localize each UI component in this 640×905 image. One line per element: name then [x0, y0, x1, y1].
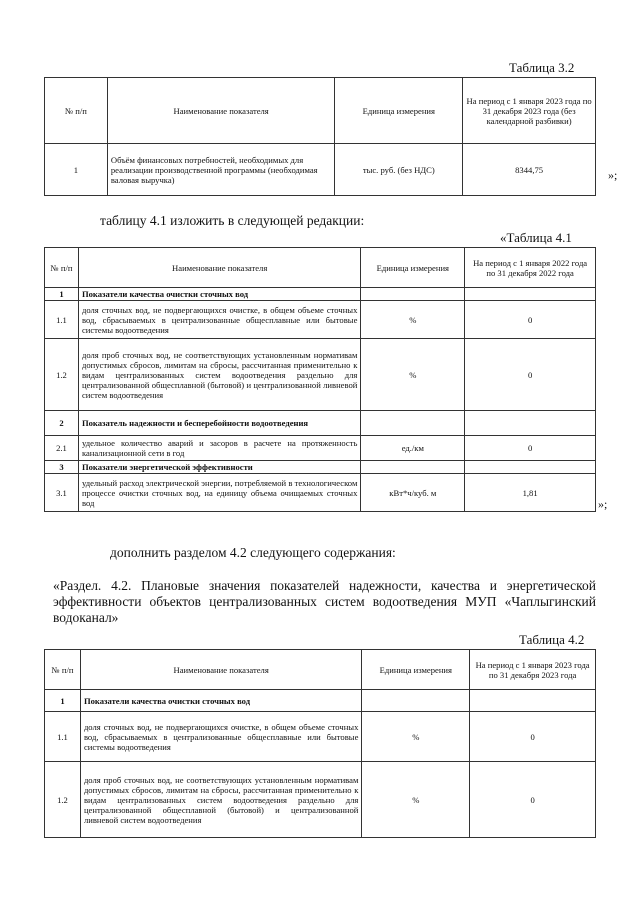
cell-unit: кВт*ч/куб. м: [361, 474, 465, 512]
header-num: № п/п: [45, 248, 79, 288]
section-4-2-heading: «Раздел. 4.2. Плановые значения показателей надежности, качества и энергетической эффективности объектов централизованных систем водоотведения МУП «Чаплыгинский водоканал»: [53, 578, 596, 625]
cell-value: [470, 690, 596, 712]
header-period: На период с 1 января 2023 года по 31 декабря 2023 года: [470, 650, 596, 690]
cell-name: доля сточных вод, не подвергающихся очистке, в общем объеме сточных вод, сбрасываемых в централизованные общесплавные или бытовые системы водоотведения: [78, 301, 360, 339]
cell-value: 0: [465, 436, 596, 461]
cell-num: 1: [45, 144, 108, 196]
cell-num: 1: [45, 690, 81, 712]
cell-value: [465, 288, 596, 301]
header-unit: Единица измерения: [362, 650, 470, 690]
cell-value: 8344,75: [463, 144, 596, 196]
cell-unit: [361, 411, 465, 436]
cell-unit: %: [362, 712, 470, 762]
table-header-row: [45, 650, 596, 690]
header-period: На период с 1 января 2023 года по 31 декабря 2023 года (без календарной разбивки): [463, 78, 596, 144]
cell-num: 3.1: [45, 474, 79, 512]
header-period: На период с 1 января 2022 года по 31 декабря 2022 года: [465, 248, 596, 288]
table-3-2-closing: »;: [608, 168, 618, 182]
table-4-1-closing: »;: [598, 497, 608, 511]
table-3-2: [44, 77, 596, 196]
cell-value: 1,81: [465, 474, 596, 512]
cell-name: удельное количество аварий и засоров в расчете на протяженность канализационной сети в год: [78, 436, 360, 461]
header-name: Наименование показателя: [80, 650, 361, 690]
cell-num: 2.1: [45, 436, 79, 461]
cell-value: 0: [470, 762, 596, 838]
paragraph-2: дополнить разделом 4.2 следующего содержания:: [110, 545, 396, 560]
header-name: Наименование показателя: [78, 248, 360, 288]
cell-name: Показатели энергетической эффективности: [78, 461, 360, 474]
table-row: [45, 461, 596, 474]
cell-name: удельный расход электрической энергии, потребляемой в технологическом процессе очистки сточных вод, на единицу объема очищаемых сточных вод: [78, 474, 360, 512]
cell-name: Показатели качества очистки сточных вод: [78, 288, 360, 301]
header-num: № п/п: [45, 650, 81, 690]
table-header-row: [45, 78, 596, 144]
cell-num: 1.2: [45, 339, 79, 411]
cell-num: 1.2: [45, 762, 81, 838]
cell-value: [465, 411, 596, 436]
cell-num: 1.1: [45, 301, 79, 339]
header-unit: Единица измерения: [361, 248, 465, 288]
cell-unit: [361, 461, 465, 474]
cell-value: 0: [465, 339, 596, 411]
cell-num: 1.1: [45, 712, 81, 762]
table-row: [45, 712, 596, 762]
cell-unit: [361, 288, 465, 301]
table-row: [45, 690, 596, 712]
cell-value: 0: [470, 712, 596, 762]
table-4-2: [44, 649, 596, 838]
table-4-1-caption: «Таблица 4.1: [500, 230, 572, 245]
cell-name: Показатели качества очистки сточных вод: [80, 690, 361, 712]
cell-name: доля проб сточных вод, не соответствующих установленным нормативам допустимых сбросов, лимитам на сбросы, рассчитанная применительно к видам централизованных систем водоотведения раздельно для централизованной общесплавной (бытовой) и централизованной ливневой систем водоотведения: [78, 339, 360, 411]
cell-name: доля сточных вод, не подвергающихся очистке, в общем объеме сточных вод, сбрасываемых в централизованные общесплавные или бытовые системы водоотведения: [80, 712, 361, 762]
paragraph-1: таблицу 4.1 изложить в следующей редакции:: [100, 213, 365, 228]
cell-value: 0: [465, 301, 596, 339]
cell-num: 1: [45, 288, 79, 301]
cell-unit: тыс. руб. (без НДС): [335, 144, 463, 196]
cell-unit: ед./км: [361, 436, 465, 461]
cell-unit: %: [362, 762, 470, 838]
table-header-row: [45, 248, 596, 288]
cell-name: Объём финансовых потребностей, необходимых для реализации производственной программы (необходимая валовая выручка): [107, 144, 335, 196]
table-3-2-caption: Таблица 3.2: [509, 60, 575, 75]
table-row: [45, 762, 596, 838]
table-row: [45, 144, 596, 196]
cell-unit: %: [361, 339, 465, 411]
header-unit: Единица измерения: [335, 78, 463, 144]
table-row: [45, 301, 596, 339]
table-row: [45, 411, 596, 436]
table-row: [45, 436, 596, 461]
cell-num: 2: [45, 411, 79, 436]
table-row: [45, 339, 596, 411]
cell-name: Показатель надежности и бесперебойности водоотведения: [78, 411, 360, 436]
cell-unit: [362, 690, 470, 712]
table-row: [45, 474, 596, 512]
cell-name: доля проб сточных вод, не соответствующих установленным нормативам допустимых сбросов, лимитам на сбросы, рассчитанная применительно к видам централизованных систем водоотведения раздельно для централизованной общесплавной (бытовой) и централизованной ливневой систем водоотведения: [80, 762, 361, 838]
header-name: Наименование показателя: [107, 78, 335, 144]
cell-num: 3: [45, 461, 79, 474]
cell-unit: %: [361, 301, 465, 339]
header-num: № п/п: [45, 78, 108, 144]
table-4-2-caption: Таблица 4.2: [519, 632, 585, 647]
table-row: [45, 288, 596, 301]
cell-value: [465, 461, 596, 474]
table-4-1: [44, 247, 596, 512]
